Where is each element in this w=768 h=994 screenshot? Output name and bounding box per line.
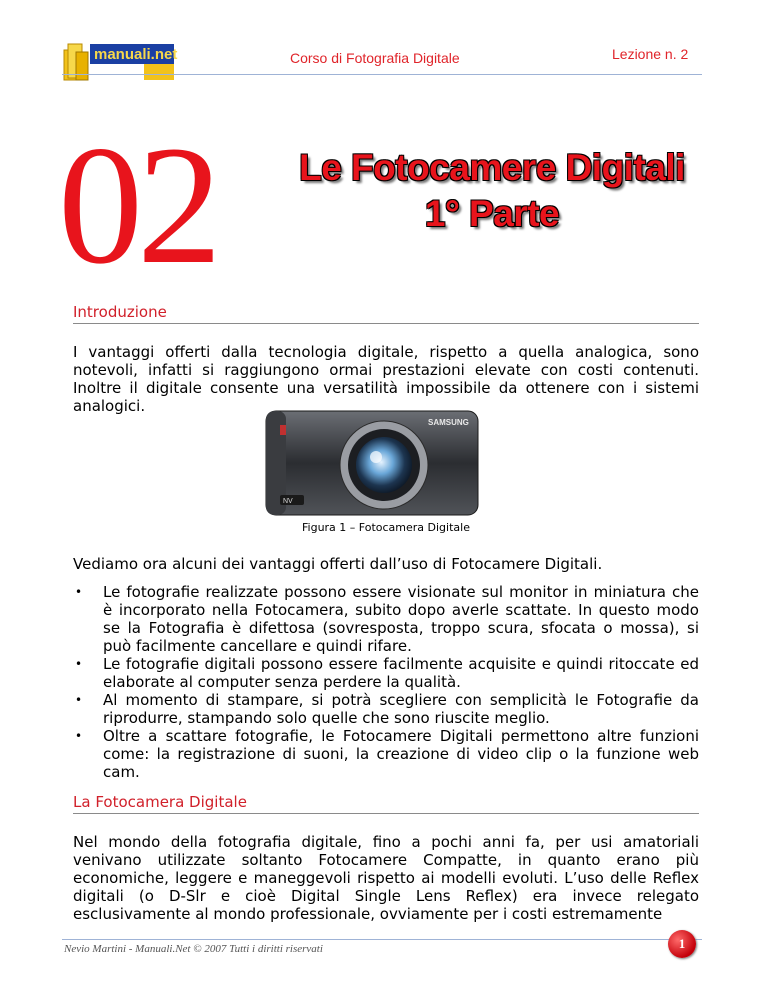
lesson-big-number: 02 [58,111,216,299]
page-number-badge: 1 [668,930,696,958]
camera-image [258,405,486,518]
page-title [282,145,702,237]
section-heading-introduzione: Introduzione [73,303,699,324]
camera-brand-label: SAMSUNG [428,418,469,427]
intro-paragraph: I vantaggi offerti dalla tecnologia digitale, rispetto a quella analogica, sono notevoli, infatti si raggiungono ormai prestazioni elevate con costi contenuti. Inoltre il digitale consente una versatilità impossibile da ottenere con i sistemi analogici. [73,343,699,415]
logo-text: manuali.net [94,46,178,63]
list-item: • Le fotografie realizzate possono essere visionate sul monitor in miniatura che è incorporato nella Fotocamera, subito dopo averle scattate. In questo modo se la Fotografia è difettosa (sovresposta, troppo scura, sfocata o mossa), si può facilmente cancellare e quindi rifare. [103,583,699,655]
lesson-number: Lezione n. 2 [612,46,689,62]
advantages-list [73,583,699,781]
section-heading-fotocamera-digitale: La Fotocamera Digitale [73,793,699,814]
figure-caption: Figura 1 – Fotocamera Digitale [302,521,470,534]
course-title: Corso di Fotografia Digitale [290,50,460,66]
list-item: • Le fotografie digitali possono essere facilmente acquisite e quindi ritoccate ed elaborate al computer senza perdere la qualità. [103,655,699,691]
list-item: • Al momento di stampare, si potrà scegliere con semplicità le Fotografie da riprodurre, stampando solo quelle che sono riuscite meglio. [103,691,699,727]
manuali-net-logo[interactable] [62,40,178,84]
page-title-line-1: Le Fotocamere Digitali [299,147,685,188]
camera-model-label: NV [283,498,293,505]
header-divider [62,74,702,75]
advantages-lead: Vediamo ora alcuni dei vantaggi offerti dall’uso di Fotocamere Digitali. [73,555,603,573]
page-title-line-2: 1° Parte [424,193,560,234]
camera-section-paragraph: Nel mondo della fotografia digitale, fino a pochi anni fa, per usi amatoriali venivano utilizzate soltanto Fotocamere Compatte, in quanto erano più economiche, leggere e maneggevoli rispetto ai modelli evoluti. L’uso delle Reflex digitali (o D-Slr e cioè Digital Single Lens Reflex) era invece relegato esclusivamente al mondo professionale, ovviamente per i costi estremamente [73,833,699,923]
list-item: • Oltre a scattare fotografie, le Fotocamere Digitali permettono altre funzioni come: la registrazione di suoni, la creazione di video clip o la funzione web cam. [103,727,699,781]
footer-credits: Nevio Martini - Manuali.Net © 2007 Tutti i diritti riservati [64,943,323,955]
footer-divider [62,939,702,940]
